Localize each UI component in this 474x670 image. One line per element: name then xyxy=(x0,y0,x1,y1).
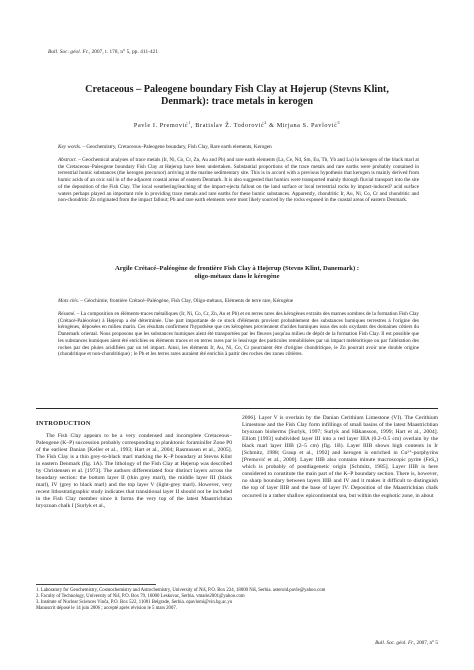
french-title-line-1: Argile Crétacé–Paléogène de frontière Fish Clay à Højerup (Stevns Klint, Danemark) : xyxy=(114,265,360,272)
paper-title xyxy=(30,84,444,109)
keywords-fr xyxy=(58,298,419,305)
keywords-en xyxy=(58,144,419,151)
journal-name: Bull. Soc. géol. Fr., xyxy=(48,49,91,55)
author-2: Bratislav Ž. Todorović xyxy=(195,122,265,130)
title-line-2: Denmark): trace metals in kerogen xyxy=(160,96,314,108)
footnote-2: 2. Faculty of Technology, University of Niš, P.O. Box 79, 16000 Leskovac, Serbia. vmarie2001@yahoo.com xyxy=(36,594,245,600)
french-title-line-2: oligo-métaux dans le kérogène xyxy=(194,273,280,281)
journal-citation: 2007, t. 178, n° 5, pp. 411-421 xyxy=(91,49,159,55)
footer-journal: Bull. Soc. géol. Fr., xyxy=(375,640,416,646)
title-line-1: Cretaceous – Paleogene boundary Fish Clay at Højerup (Stevns Klint, xyxy=(85,84,389,95)
manuscript-dates: Manuscrit déposé le 14 juin 2006 ; accepté après révision le 5 mars 2007. xyxy=(36,606,177,612)
abstract-fr-label: Résumé. xyxy=(58,311,76,317)
keywords-fr-label: Mots clés. xyxy=(58,298,80,304)
footer-issue: 2007, n° 5 xyxy=(416,640,438,646)
introduction-heading: INTRODUCTION xyxy=(36,420,91,427)
abstract-fr xyxy=(58,311,419,358)
intro-left-column: The Fish Clay appears to be a very condensed and incomplete Cretaceous–Paleogene (K–P) succession probably corresponding to planktonic foraminifer Zone P0 of the earliest Danian [Keller et al., 1993; Hart et al., 2004; Rasmussen et al., 2005]. The Fish Clay is a thin grey-to-black marl marking the K–P boundary at Stevns Klint in eastern Denmark (fig. 1A). The lithology of the Fish Clay at Højerup was described by Christensen et al. [1973]. The authors differentiated four distinct layers across the boundary section: the bottom layer II (thin grey marl), the middle layer III (black marl), IV (grey to black marl) and the top layer V (light-grey marl). However, very recent lithostratigraphic study indicates that transitional layer II should not be included in the Fish Clay member since it forms the very top of the latest Maastrichtian bryozoan chalk I [Surlyk et al., xyxy=(36,433,232,510)
footnote-3: 3. Institute of Nuclear Sciences Vinča, P.O. Box 522, 11001 Belgrade, Serbia. opavlomi@vin.bg.ac.yu xyxy=(36,600,233,606)
footer-citation xyxy=(375,640,438,646)
section-divider xyxy=(36,408,438,409)
keywords-fr-text: – Géochimie, frontière Crétacé–Paléogène, Fish Clay, Oligo-métaux, Eléments de terre rare, Kérogène xyxy=(79,298,294,304)
abstract-en-label: Abstract. xyxy=(58,157,77,163)
french-title xyxy=(30,265,444,282)
footnotes xyxy=(36,588,438,612)
keywords-en-label: Key words. xyxy=(58,144,82,150)
intro-right-column: 2006]. Layer V is overlain by the Danian Cerithium Limestone (VI). The Cerithium Limestone and the Fish Clay form infillings of small basins of the latest Maastrichtian bryozoan bioherms [Surlyk, 1997; Surlyk and Håkansson, 1999; Hart et al., 2004]. Elliott [1993] subdivided layer III into a red layer IIIA (0.2–0.5 cm) overlain by the black marl layer IIIB (2–5 cm) (fig. 1B). Layer IIIB shows high contents in Ir [Schmitz, 1988; Graup et al., 1992] and kerogen is enriched in Cu²⁺-porphyrins [Premović et al., 2000]. Layer IIIB also contains minute macroscopic pyrite (FeS₂) which is probably of postdiagenetic origin [Schmitz, 1985]. Layer IIIB is here considered to constitute the main part of the K–P boundary section. There is, however, no sharp boundary between layers IIIB and IV and it makes it difficult to distinguish the top of layer IIIB and the base of layer IV. Deposition of the Maastrichtian chalk occurred in a rather shallow epicontinental sea, but within the euphotic zone, in about xyxy=(242,415,438,499)
abstract-en-text: – Geochemical analyses of trace metals (Ir, Ni, Co, Cr, Zn, Au and Pb) and rare earth elements (La, Ce, Nd, Sm, Eu, Tb, Yb and Lu) in kerogen of the black marl at the Cretaceous–Paleogene boundary Fish Clay at Højerup have been undertaken. Substantial proportions of the trace metals and rare earths were probably contained in terrestrial humic substances (the kerogen precursor) arriving at the marine sedimentary site. This is in accord with a previous hypothesis that kerogen is mainly derived from humic acids of an oxic soil in of the adjacent coastal areas of eastern Denmark. It is also suggested that humics were transported mainly through fluvial transport into the site of the deposition of the Fish Clay. The local weathering/leaching of the impact-ejecta fallout on the land surface or local terrestrial rocks by impact-induced? acid surface waters perhaps played an important role in providing trace metals and rare earths for these humic substances. Apparently, chondritic Ir, Au, Ni, Co, Cr and chondritic and non-chondritic Zn originated from the impact fallout; Pb and rare earth elements were most likely sourced by the rocks exposed in the coastal areas of eastern Denmark. xyxy=(58,157,419,204)
footnote-divider xyxy=(36,584,156,585)
author-list: Pavle I. Premović$^1$, Bratislav Ž. Todorović$^2$ & Mirjana S. Pavlović$^3$ xyxy=(133,120,341,130)
author-3-affiliation: 3 xyxy=(337,120,341,125)
abstract-en xyxy=(58,157,419,204)
author-1: Pavle I. Premović xyxy=(133,122,189,130)
author-3: Mirjana S. Pavlović xyxy=(276,122,338,130)
author-2-affiliation: 2 xyxy=(264,120,268,125)
author-1-affiliation: 1 xyxy=(188,120,191,125)
abstract-fr-text: – La composition en éléments-traces métalliques (Ir, Ni, Co, Cr, Zn, Au et Pb) et en terres rares des kérogènes extraits des marnes sombres de la formation Fish Clay (Crétacé-Paléocène) à Højerup a été déterminée. Une part importante de ce stock d'éléments provient probablement des substances humiques terrestres à l'origine des kérogènes, déposées en milieu marin. Ces résultats confirment l'hypothèse que ces kérogènes proviennent d'acides humiques issus des sols oxydants des domaines côtiers du Danemark oriental. Nous proposons que les substances humiques aient été transportées par les fleuves jusqu'au milieu de dépôt de la formation Fish Clay. Il est possible que les substances humiques aient été enrichies en éléments traces et en terres rares par le lessivage des particules remobilisées par un impact météoritique ou par l'altération des roches par des pluies acidifiées par un tel impact. Ainsi, les éléments Ir, Au, Ni, Co, Cr pourraient être d'origine chondritique, le Zn pourrait avoir une double origine (chondritique et non-chondritique) ; le Pb et les terres rares auraient été enrichis à partir des roches des zones côtières. xyxy=(58,311,419,358)
journal-header xyxy=(48,49,158,55)
footnote-1: 1. Laboratory for Geochemistry, Cosmochemistry and Astrochemistry, University of Niš, P.O. Box 224, 18000 Niš, Serbia. asteroid.pavle@yahoo.com xyxy=(36,588,326,593)
keywords-en-text: – Geochemistry, Cretaceous–Paleogene boundary, Fish Clay, Rare earth elements, Kerogen xyxy=(81,144,272,150)
